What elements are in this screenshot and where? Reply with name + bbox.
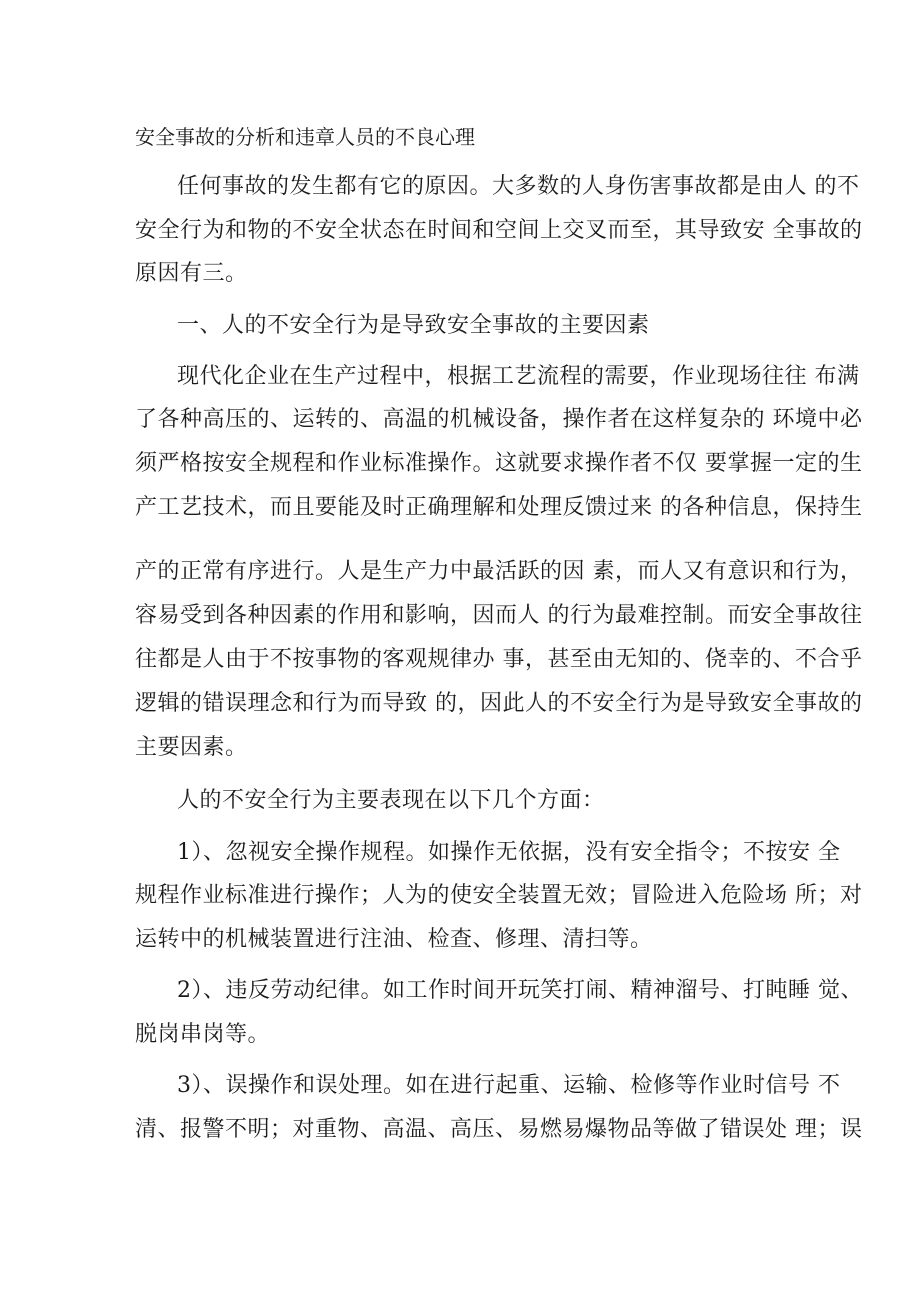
list-item-line: 3）、误操作和误处理。如在进行起重、运输、检修等作业时信号 不	[177, 1073, 841, 1098]
list-item-line: 清、报警不明；对重物、高温、高压、易燃易爆物品等做了错误处 理；误	[135, 1117, 863, 1142]
paragraph-line: 产的正常有序进行。人是生产力中最活跃的因 素，而人又有意识和行为，	[135, 559, 863, 584]
paragraph-line: 产工艺技术，而且要能及时正确理解和处理反馈过来 的各种信息，保持生	[135, 495, 863, 520]
paragraph-line: 任何事故的发生都有它的原因。大多数的人身伤害事故都是由人 的不	[177, 174, 860, 199]
paragraph-line: 了各种高压的、运转的、高温的机械设备，操作者在这样复杂的 环境中必	[135, 407, 863, 432]
list-item-line: 2）、违反劳动纪律。如工作时间开玩笑打闹、精神溜号、打盹睡 觉、	[177, 978, 863, 1003]
list-item-line: 脱岗串岗等。	[135, 1022, 271, 1047]
paragraph-line: 须严格按安全规程和作业标准操作。这就要求操作者不仅 要掌握一定的生	[135, 451, 863, 476]
paragraph-line: 主要因素。	[135, 735, 248, 760]
paragraph-line: 往都是人由于不按事物的客观规律办 事，甚至由无知的、侥幸的、不合乎	[135, 647, 863, 672]
section-heading: 一、人的不安全行为是导致安全事故的主要因素	[177, 313, 650, 338]
list-item-line: 规程作业标准进行操作；人为的使安全装置无效；冒险进入危险场 所；对	[135, 883, 863, 908]
paragraph-line: 逻辑的错误理念和行为而导致 的，因此人的不安全行为是导致安全事故的	[135, 691, 863, 716]
paragraph-line: 现代化企业在生产过程中，根据工艺流程的需要，作业现场往往 布满	[177, 364, 860, 389]
list-item-line: 1）、忽视安全操作规程。如操作无依据，没有安全指令；不按安 全	[177, 840, 841, 865]
paragraph-line: 原因有三。	[135, 261, 248, 286]
paragraph-line: 安全行为和物的不安全状态在时间和空间上交叉而至，其导致安 全事故的	[135, 218, 863, 243]
document-title: 安全事故的分析和违章人员的不良心理	[135, 125, 475, 149]
paragraph-line: 人的不安全行为主要表现在以下几个方面：	[177, 788, 605, 813]
paragraph-line: 容易受到各种因素的作用和影响，因而人 的行为最难控制。而安全事故往	[135, 603, 863, 628]
list-item-line: 运转中的机械装置进行注油、检查、修理、清扫等。	[135, 927, 653, 952]
